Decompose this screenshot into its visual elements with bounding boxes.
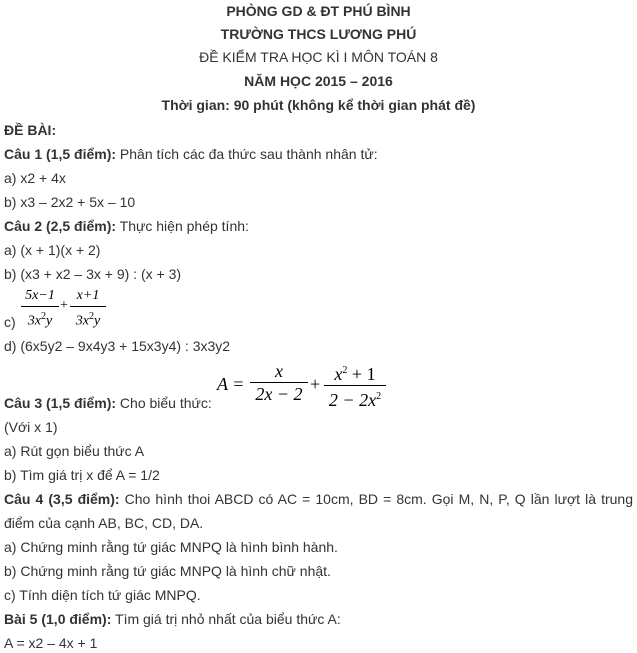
q3-fraction-1-denominator: 2x − 2: [255, 384, 303, 404]
question-3-condition: (Với x 1): [4, 419, 58, 435]
section-title: ĐỀ BÀI:: [4, 122, 57, 138]
question-1-text: Phân tích các đa thức sau thành nhân tử:: [116, 146, 378, 162]
question-4-part-c: c) Tính diện tích tứ giác MNPQ.: [4, 587, 201, 603]
fraction-1-denominator: $3x^2y$: [27, 311, 53, 329]
question-3: [4, 394, 212, 412]
question-4-title: Câu 4 (3,5 điểm):: [4, 491, 120, 507]
header-exam-title: ĐỀ KIỂM TRA HỌC KÌ I MÔN TOÁN 8: [199, 49, 438, 65]
question-2-text: Thực hiện phép tính:: [116, 218, 249, 234]
question-2-part-c-label: c): [4, 314, 16, 330]
header-time-limit: Thời gian: 90 phút (không kể thời gian phát đề): [161, 97, 476, 113]
question-5-title: Bài 5 (1,0 điểm):: [4, 611, 112, 627]
question-3-part-a: a) Rút gọn biểu thức A: [4, 443, 145, 459]
fraction-2-numerator: x+1: [76, 288, 100, 303]
question-1-part-a: a) x2 + 4x: [4, 170, 66, 186]
header-department: PHÒNG GD & ĐT PHÚ BÌNH: [226, 3, 411, 19]
question-2-part-d: d) (6x5y2 – 9x4y3 + 15x3y4) : 3x3y2: [4, 338, 231, 354]
header-school-year: NĂM HỌC 2015 – 2016: [244, 73, 393, 89]
header-school: TRƯỜNG THCS LƯƠNG PHÚ: [220, 26, 417, 42]
question-3-formula-lhs: A =: [217, 374, 245, 394]
question-2-fraction-1: [21, 286, 59, 332]
question-2-part-a: a) (x + 1)(x + 2): [4, 242, 101, 258]
q3-fraction-2-numerator: $x^2 + 1$: [334, 364, 376, 384]
q3-fraction-1-numerator: x: [275, 361, 283, 381]
fraction-2-denominator: $3x^2y$: [75, 311, 101, 329]
question-4-text-line-1: Cho hình thoi ABCD có AC = 10cm, BD = 8cm. Gọi M, N, P, Q lần lượt là trung: [119, 491, 634, 507]
question-3-part-b: b) Tìm giá trị x để A = 1/2: [4, 467, 160, 483]
fraction-1-numerator: 5x−1: [25, 288, 55, 303]
question-4-part-a: a) Chứng minh rằng tứ giác MNPQ là hình bình hành.: [4, 539, 338, 555]
question-2-plus-sign: +: [60, 298, 68, 313]
question-4-part-b: b) Chứng minh rằng tứ giác MNPQ là hình chữ nhật.: [4, 563, 331, 579]
question-3-plus-sign: +: [310, 374, 321, 394]
question-3-fraction-1: [250, 360, 308, 405]
question-1: [4, 145, 378, 163]
question-5-expression: A = x2 – 4x + 1: [4, 635, 98, 651]
question-1-part-b: b) x3 – 2x2 + 5x – 10: [4, 194, 136, 210]
question-3-text: Cho biểu thức:: [116, 395, 212, 411]
question-3-title: Câu 3 (1,5 điểm):: [4, 395, 117, 411]
question-2-part-b: b) (x3 + x2 – 3x + 9) : (x + 3): [4, 266, 182, 282]
question-5-text: Tìm giá trị nhỏ nhất của biểu thức A:: [111, 611, 341, 627]
question-4-text-line-2: điểm của cạnh AB, BC, CD, DA.: [4, 515, 204, 531]
question-2-fraction-2: [70, 286, 106, 332]
question-1-title: Câu 1 (1,5 điểm):: [4, 146, 117, 162]
question-5: [4, 610, 341, 628]
q3-fraction-2-denominator: $2 - 2x^2$: [328, 390, 382, 410]
question-3-fraction-2: [324, 360, 386, 411]
question-2-title: Câu 2 (2,5 điểm):: [4, 218, 117, 234]
question-2: [4, 217, 249, 235]
question-4: [4, 490, 633, 508]
